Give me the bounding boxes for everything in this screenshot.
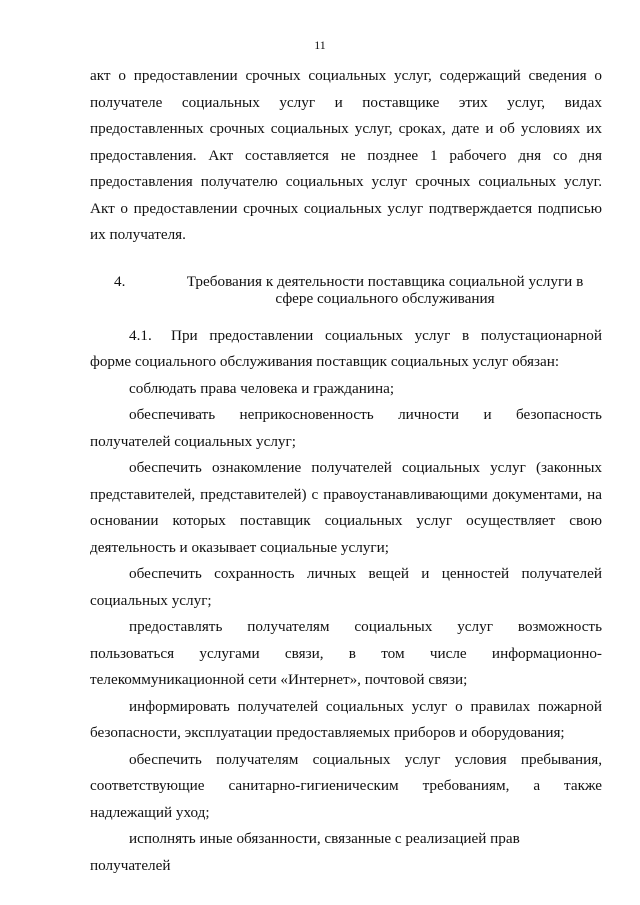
list-item: обеспечить сохранность личных вещей и ценностей получателей социальных услуг; — [90, 565, 602, 609]
section-heading — [90, 273, 602, 307]
list-item: обеспечивать неприкосновенность личности и безопасность получателей социальных услуг; — [90, 406, 602, 450]
list-item: информировать получателей социальных услуг о правилах пожарной безопасности, эксплуатации предоставляемых приборов и оборудования; — [90, 697, 602, 741]
subsection-paragraph — [90, 323, 602, 376]
list-item: предоставлять получателям социальных услуг возможность пользоваться услугами связи, в том числе информационно-телекоммуникационной сети «Интернет», почтовой связи; — [90, 618, 602, 688]
subsection-text: При предоставлении социальных услуг в полустационарной форме социального обслуживания поставщик социальных услуг обязан: — [90, 326, 602, 370]
document-body — [90, 63, 602, 879]
section-title: Требования к деятельности поставщика социальной услуги в сфере социального обслуживания — [186, 272, 584, 307]
list-item: исполнять иные обязанности, связанные с реализацией прав получателей — [90, 830, 520, 874]
section-number: 4. — [114, 272, 126, 290]
page-number: 11 — [314, 38, 326, 52]
paragraph-act: акт о предоставлении срочных социальных услуг, содержащий сведения о получателе социальных услуг и поставщике этих услуг, видах предоставленных срочных социальных услуг, сроках, дате и об условиях их предоставления. Акт составляется не позднее 1 рабочего дня со дня предоставления получателю социальных услуг срочных социальных услуг. Акт о предоставлении срочных социальных услуг подтверждается подписью их получателя. — [90, 67, 602, 243]
list-item: обеспечить ознакомление получателей социальных услуг (законных представителей, представителей) с правоустанавливающими документами, на основании которых поставщик социальных услуг осуществляет свою деятельность и оказывает социальные услуги; — [90, 459, 602, 556]
subsection-number: 4.1. — [129, 326, 152, 344]
list-item: соблюдать права человека и гражданина; — [129, 379, 395, 397]
list-item: обеспечить получателям социальных услуг условия пребывания, соответствующие санитарно-гигиеническим требованиям, а также надлежащий уход; — [90, 750, 602, 821]
